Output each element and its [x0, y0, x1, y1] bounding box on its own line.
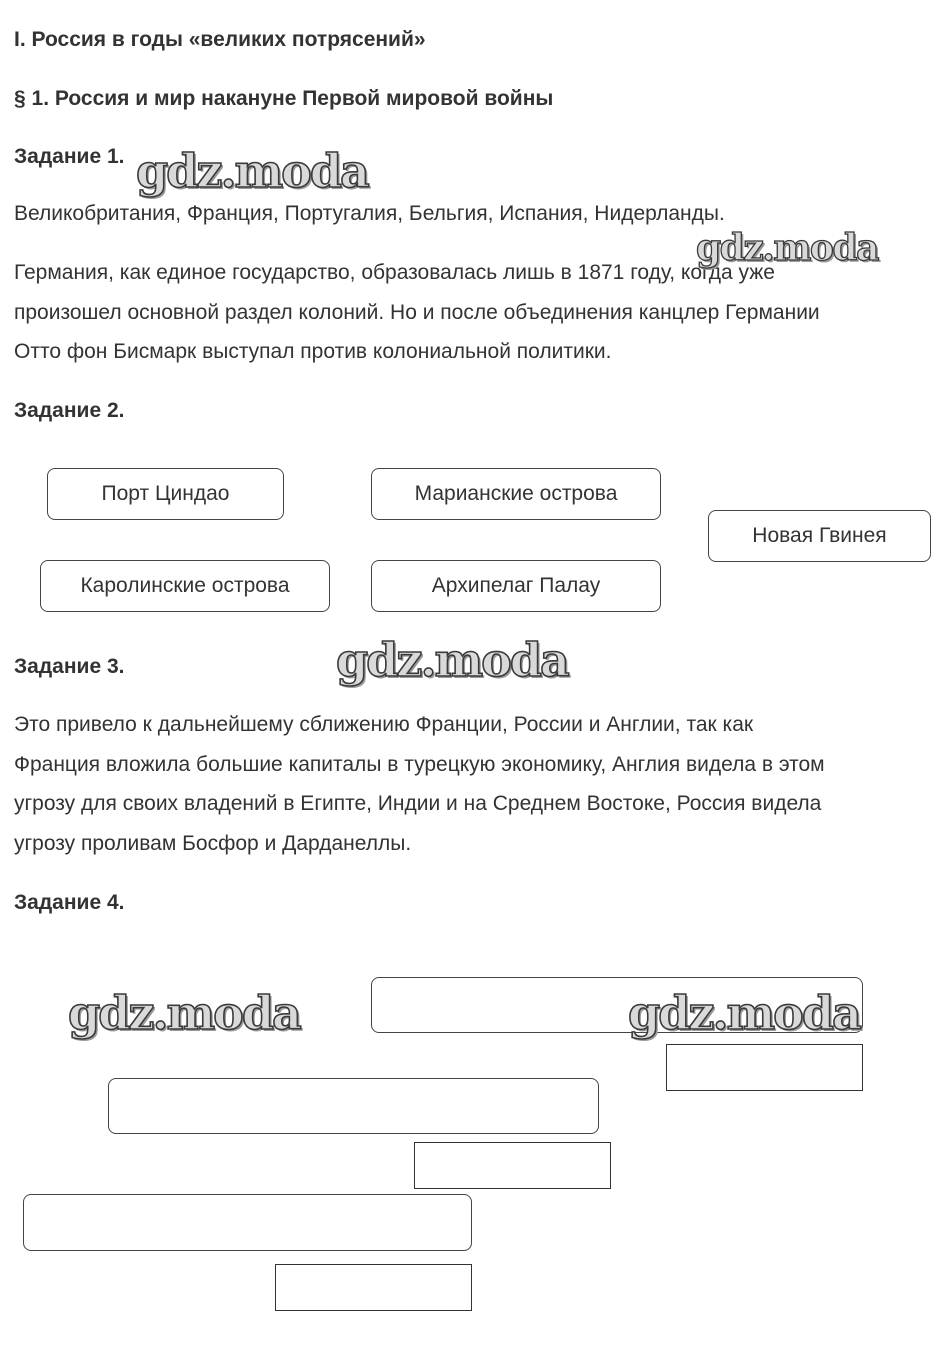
watermark-logo: gdz.moda [628, 986, 860, 1040]
answer-box-new-guinea: Новая Гвинея [708, 510, 931, 562]
empty-square-box [275, 1264, 472, 1311]
watermark-logo: gdz.moda [696, 227, 878, 269]
task3-answer [14, 705, 929, 863]
answer-box-port-qingdao: Порт Циндао [47, 468, 284, 520]
empty-rounded-box [108, 1078, 599, 1134]
task1-heading: Задание 1. [14, 145, 125, 168]
task3-line: Это привело к дальнейшему сближению Франции, России и Англии, так как [14, 713, 754, 736]
task4-heading: Задание 4. [14, 891, 125, 914]
section-title: § 1. Россия и мир накануне Первой мировой войны [14, 87, 554, 110]
empty-square-box [414, 1142, 611, 1189]
task1-line: Великобритания, Франция, Португалия, Бельгия, Испания, Нидерланды. [14, 202, 725, 225]
task2-heading: Задание 2. [14, 399, 125, 422]
answer-box-palau-archipelago: Архипелаг Палау [371, 560, 661, 612]
task3-heading: Задание 3. [14, 655, 125, 678]
watermark-logo: gdz.moda [68, 986, 300, 1040]
answer-box-mariana-islands: Марианские острова [371, 468, 661, 520]
empty-rounded-box [23, 1194, 472, 1251]
task1-line: произошел основной раздел колоний. Но и после объединения канцлер Германии [14, 300, 820, 324]
watermark-logo: gdz.moda [136, 144, 368, 198]
answer-box-caroline-islands: Каролинские острова [40, 560, 330, 612]
task3-line: Франция вложила большие капиталы в турецкую экономику, Англия видела в этом [14, 752, 825, 776]
chapter-title: I. Россия в годы «великих потрясений» [14, 28, 426, 51]
task3-line: угрозу для своих владений в Египте, Индии и на Среднем Востоке, Россия видела [14, 792, 822, 815]
empty-square-box [666, 1044, 863, 1091]
watermark-logo: gdz.moda [336, 633, 568, 687]
task1-answer-germany [14, 253, 929, 372]
task1-line: Отто фон Бисмарк выступал против колониальной политики. [14, 340, 612, 363]
task1-line: Германия, как единое государство, образовалась лишь в 1871 году, когда уже [14, 261, 775, 284]
task3-line: угрозу проливам Босфор и Дарданеллы. [14, 831, 412, 855]
